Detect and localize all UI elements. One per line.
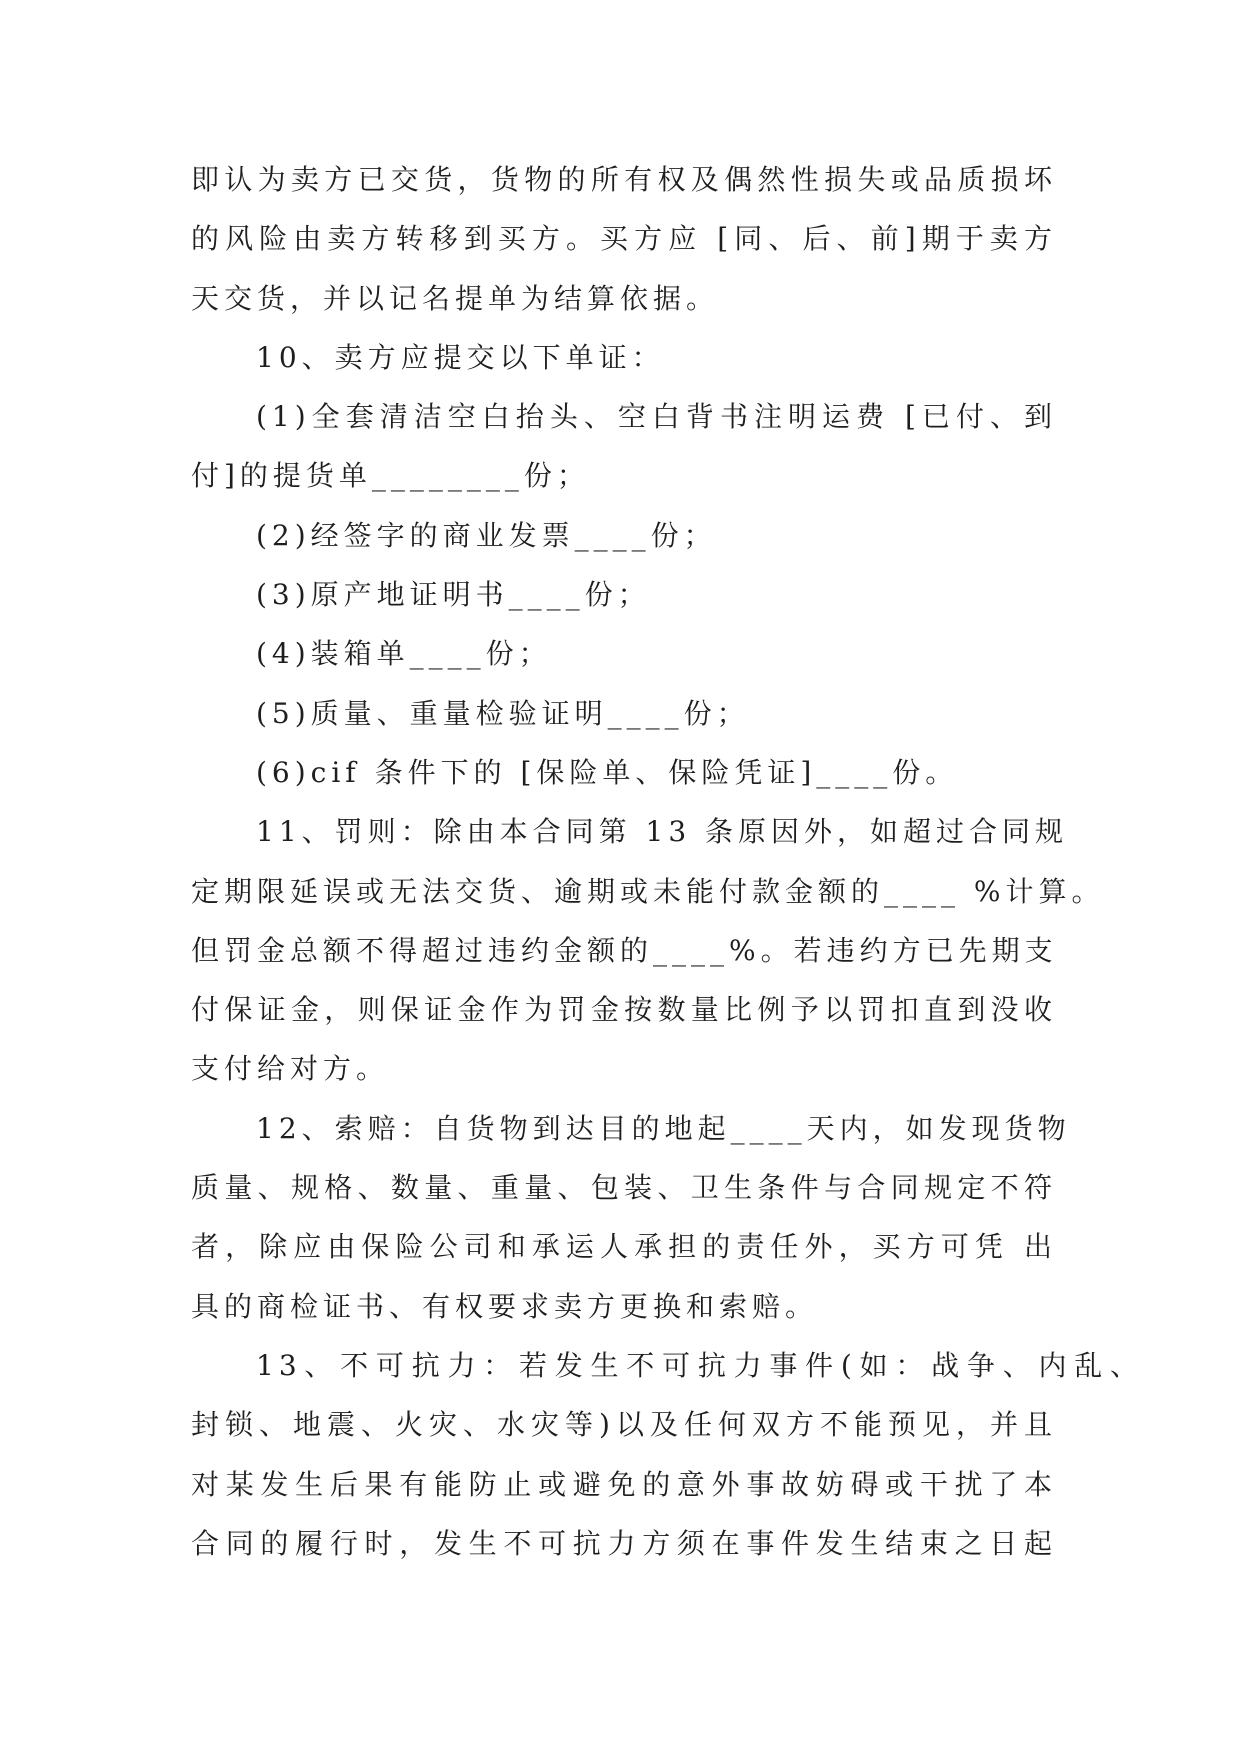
text-line: 付]的提货单________份； [191, 459, 590, 493]
text-line: 支付给对方。 [191, 1052, 390, 1086]
text-line: 封锁、地震、火灾、水灾等)以及任何双方不能预见，并且 [191, 1408, 1057, 1442]
list-item: (2)经签字的商业发票____份； [256, 518, 717, 552]
text-line: 质量、规格、数量、重量、包装、卫生条件与合同规定不符 [191, 1171, 1057, 1205]
list-item: (1)全套清洁空白抬头、空白背书注明运费 [已付、到 [256, 400, 1057, 434]
text-line: 对某发生后果有能防止或避免的意外事故妨碍或干扰了本 [191, 1467, 1057, 1501]
list-item: (5)质量、重量检验证明____份； [256, 696, 750, 730]
text-line: 天交货，并以记名提单为结算依据。 [191, 281, 720, 315]
text-line: 具的商检证书、有权要求卖方更换和索赔。 [191, 1289, 819, 1323]
document-body [191, 150, 1143, 1573]
text-line: 定期限延误或无法交货、逾期或未能付款金额的____ %计算。 [191, 874, 1105, 908]
clause-heading-13: 13、不可抗力：若发生不可抗力事件(如：战争、内乱、 [256, 1348, 1143, 1382]
text-line: 即认为卖方已交货，货物的所有权及偶然性损失或品质损坏 [191, 163, 1057, 196]
text-line: 合同的履行时，发生不可抗力方须在事件发生结束之日起 [191, 1526, 1057, 1560]
text-line: 者，除应由保险公司和承运人承担的责任外，买方可凭 出 [191, 1230, 1057, 1264]
clause-heading-10: 10、卖方应提交以下单证： [256, 340, 665, 374]
clause-heading-12: 12、索赔：自货物到达目的地起____天内，如发现货物 [256, 1111, 1071, 1145]
text-line: 但罚金总额不得超过违约金额的____%。若违约方已先期支 [191, 933, 1058, 967]
list-item: (3)原产地证明书____份； [256, 578, 651, 612]
list-item: (6)cif 条件下的 [保险单、保险凭证]____份。 [256, 755, 959, 789]
text-line: 的风险由卖方转移到买方。买方应 [同、后、前]期于卖方 [191, 222, 1057, 256]
clause-heading-11: 11、罚则：除由本合同第 13 条原因外，如超过合同规 [256, 815, 1069, 849]
text-line: 付保证金，则保证金作为罚金按数量比例予以罚扣直到没收 [191, 993, 1057, 1027]
list-item: (4)装箱单____份； [256, 637, 552, 671]
